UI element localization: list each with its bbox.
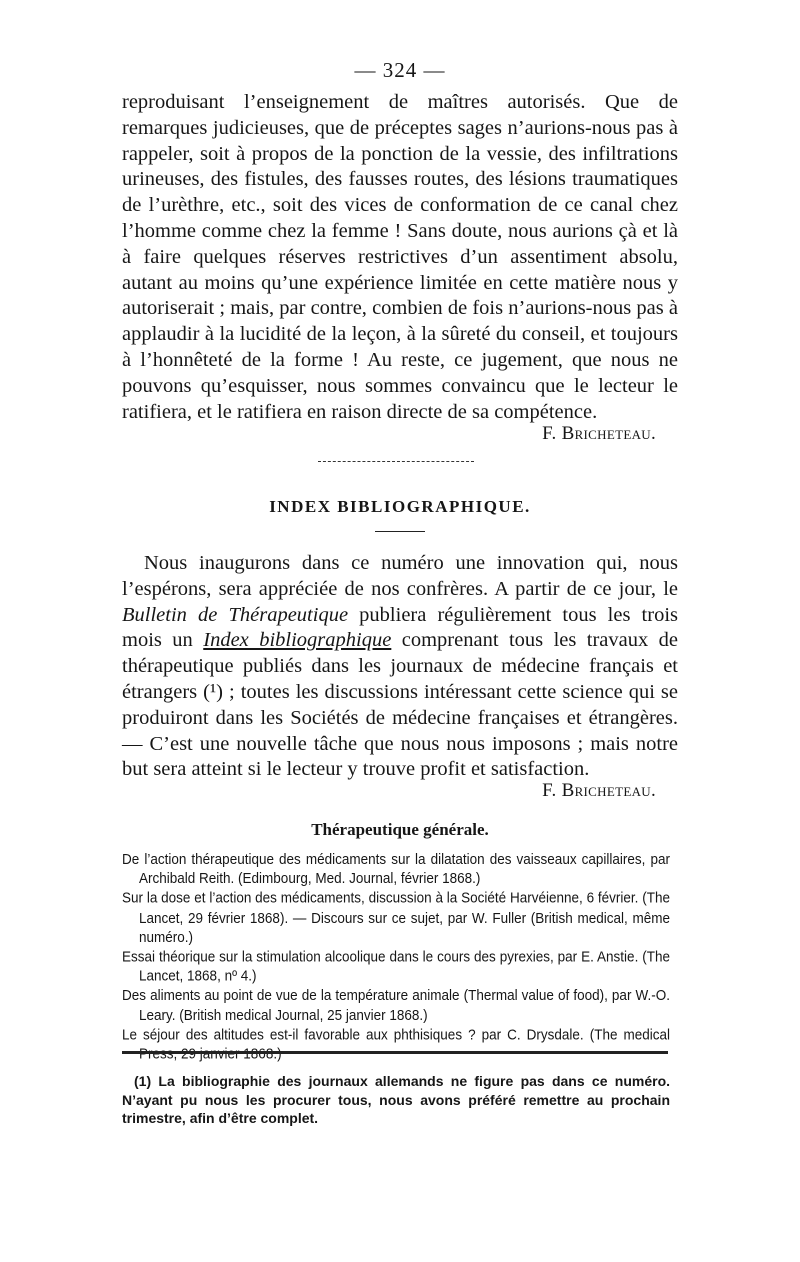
footnote-text: La bibliographie des journaux allemands ne figure pas dans ce numéro. N’ayant pu nous les procurer tous, nous avons préféré remettre au prochain trimestre, afin d’être complet.	[122, 1073, 671, 1126]
bibliography-list	[122, 850, 670, 1064]
subsection-title: Thérapeutique générale.	[311, 820, 489, 839]
review-signature	[122, 423, 678, 445]
index-signature	[122, 780, 678, 802]
title-underline	[375, 531, 425, 532]
section-divider	[318, 461, 474, 462]
review-conclusion-text: reproduisant l’enseignement de maîtres autorisés. Que de remarques judicieuses, que de préceptes sages n’aurions-nous pas à rappeler, soit à propos de la ponction de la vessie, des infiltrations urineuses, des fistules, des fausses routes, des lésions traumatiques de l’urèthre, etc., soit des vices de conformation de ce canal chez l’homme comme chez la femme ! Sans doute, nous aurions çà et là à faire quelques réserves restrictives d’un assentiment absolu, autant au moins qu’une expérience limitée en cette matière nous y autoriserait ; mais, par contre, combien de fois n’aurions-nous pas à applaudir à la lucidité de la leçon, à la sûreté du conseil, et toujours à l’honnêteté de la forme ! Au reste, ce jugement, que nous ne pouvons qu’esquisser, nous sommes convaincu que le lecteur le ratifiera, et le ratifiera en raison directe de sa compétence.	[122, 91, 678, 423]
bibliography-entry: Le séjour des altitudes est-il favorable aux phthisiques ? par C. Drysdale. (The medical Press, 29 janvier 1868.)	[122, 1026, 670, 1062]
page-number: — 324 —	[354, 58, 446, 82]
footnote-rule	[122, 1051, 668, 1054]
intro-part-1: Nous inaugurons dans ce numéro une innovation qui, nous l’espérons, sera appréciée de nos confrères. A partir de ce jour, le	[122, 552, 678, 600]
signature-initial: F.	[542, 780, 557, 801]
bulletin-title: Bulletin de Thérapeutique	[122, 603, 349, 626]
index-name: Index bibliographique	[203, 629, 392, 652]
bibliography-entry: Essai théorique sur la stimulation alcoolique dans le cours des pyrexies, par E. Anstie. (The Lancet, 1868, nº 4.)	[122, 948, 670, 984]
bibliography-entry: Des aliments au point de vue de la température animale (Thermal value of food), par W.-O. Leary. (British medical Journal, 25 janvier 1868.)	[122, 987, 670, 1023]
bibliography-entry: Sur la dose et l’action des médicaments, discussion à la Société Harvéienne, 6 février. (The Lancet, 29 février 1868). — Discours sur ce sujet, par W. Fuller (British medical, même numéro.)	[122, 890, 670, 946]
section-title: INDEX BIBLIOGRAPHIQUE.	[269, 497, 531, 516]
signature-initial: F.	[542, 423, 557, 444]
intro-part-4: ; toutes les discussions intéressant cette science qui se produiront dans les Sociétés de médecine françaises et étrangères. — C’est une nouvelle tâche que nous nous imposons ; mais notre but sera atteint si le lecteur y trouve profit et satisfaction.	[122, 680, 679, 781]
bibliography-entry: De l’action thérapeutique des médicaments sur la dilatation des vaisseaux capillaires, par Archibald Reith. (Edimbourg, Med. Journal, février 1868.)	[122, 851, 670, 887]
footnote-marker: (1)	[134, 1073, 152, 1089]
footnote	[122, 1072, 670, 1128]
intro-part-2: publiera régulièrement tous les trois mois un	[122, 603, 679, 652]
index-intro-paragraph	[122, 551, 678, 783]
signature-name: Bricheteau.	[561, 423, 656, 444]
signature-name: Bricheteau.	[561, 780, 656, 801]
index-intro-text	[122, 551, 678, 783]
intro-part-3: comprenant tous les travaux de thérapeutique publiés dans les journaux de médecine français et étrangers	[122, 629, 679, 703]
review-conclusion-paragraph	[122, 90, 678, 425]
footnote-reference[interactable]: (¹)	[203, 680, 223, 703]
